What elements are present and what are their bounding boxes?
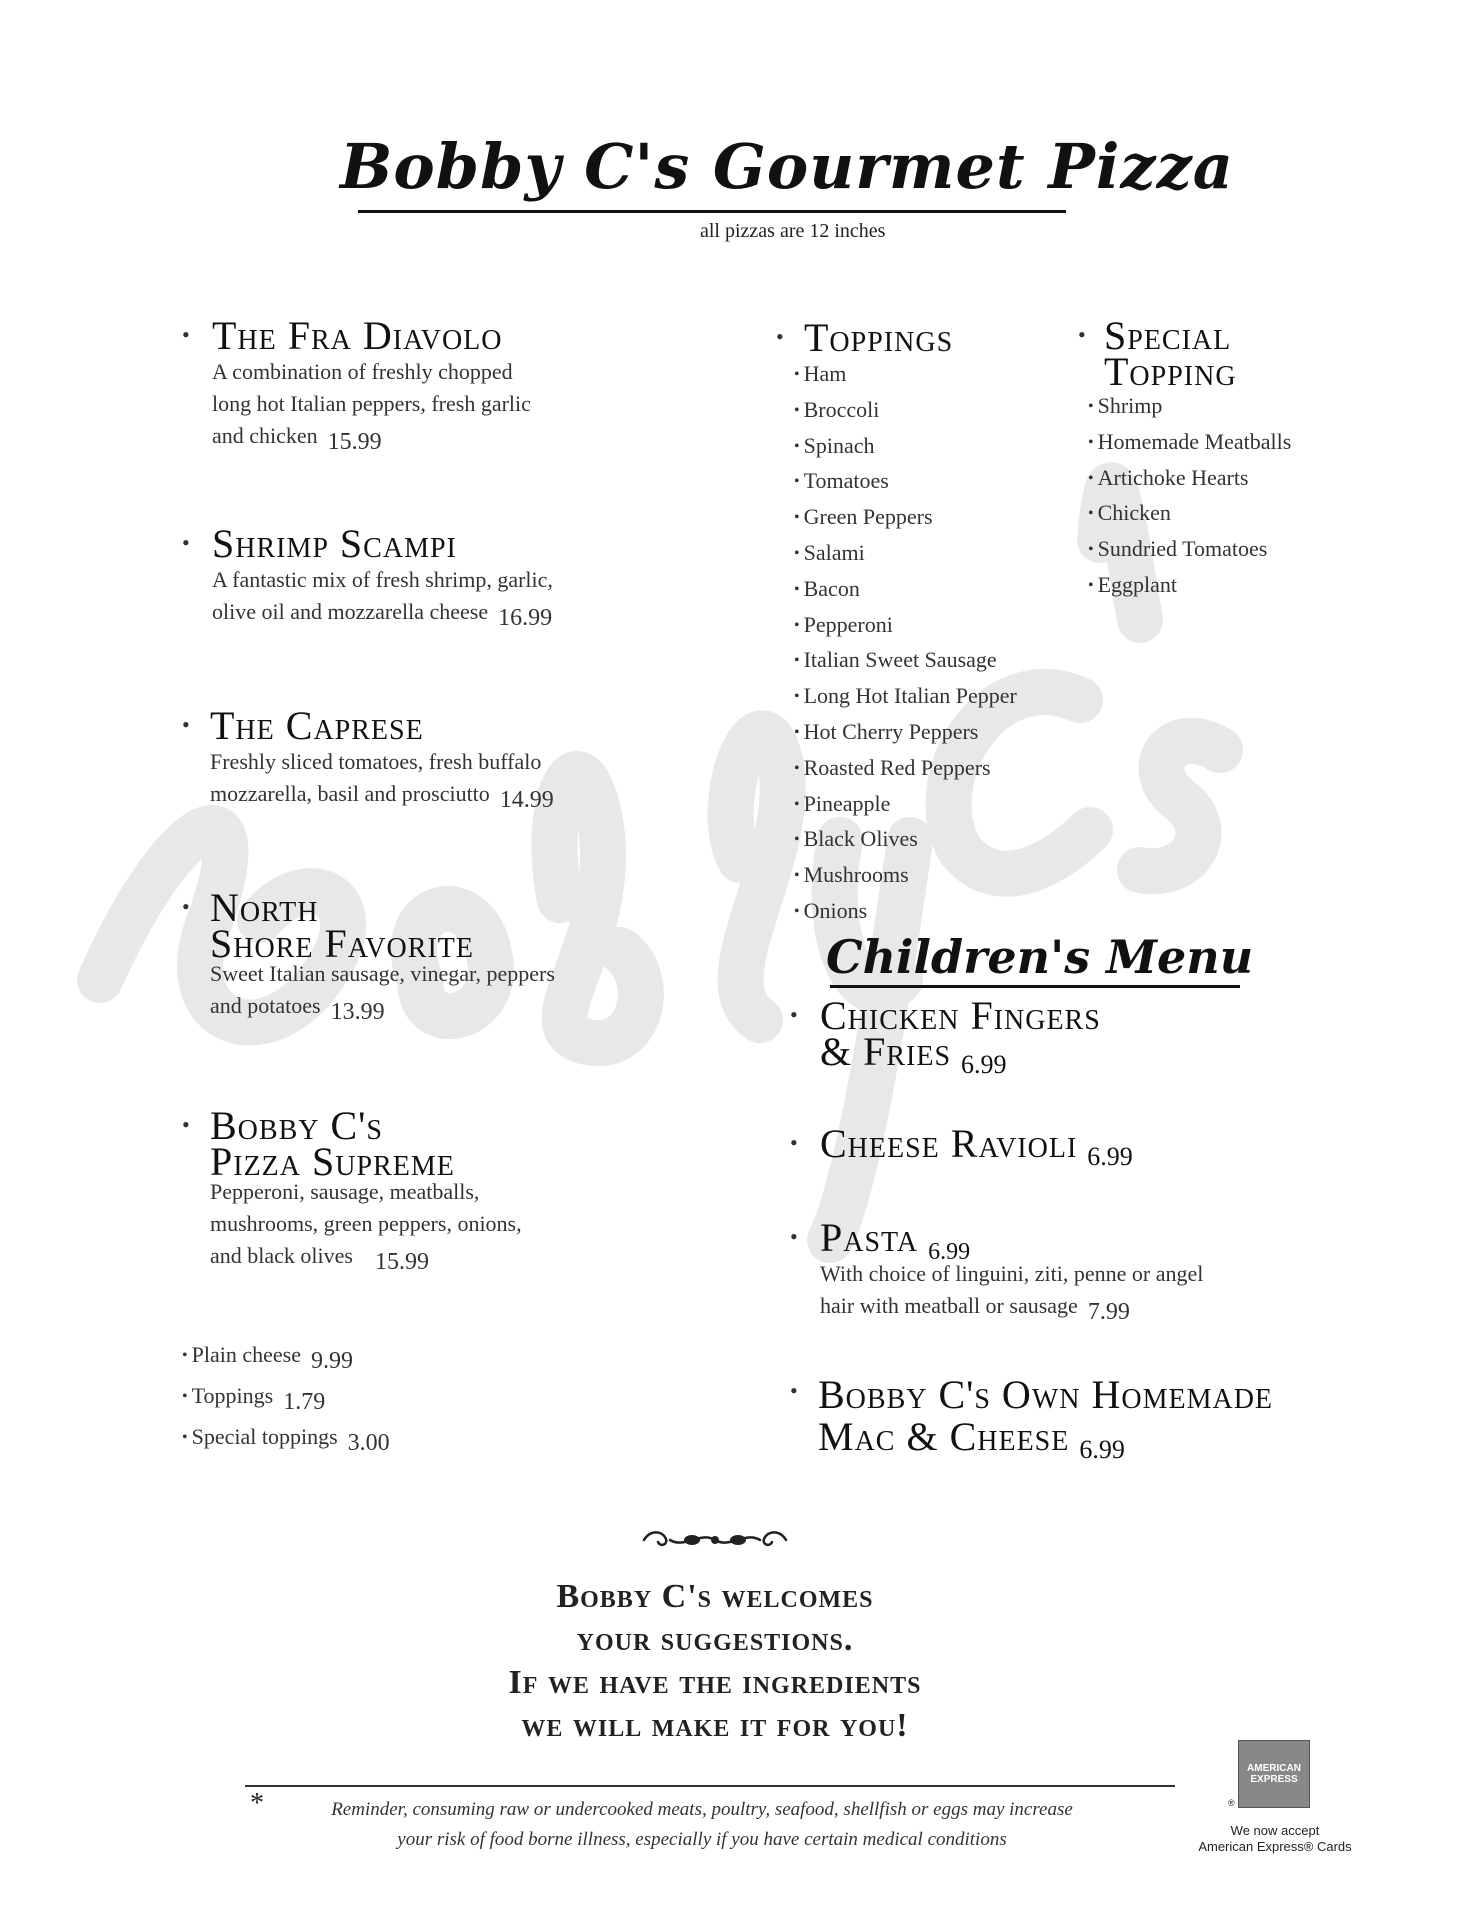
pizza-price: 14.99 [499,787,554,813]
scroll-ornament-icon [640,1525,790,1555]
amex-accept-note: We now accept American Express® Cards [1198,1823,1352,1854]
special-topping-heading: Special Topping [1104,313,1237,394]
list-item: • Italian Sweet Sausage [794,644,1017,680]
list-item: • Tomatoes [794,465,1017,501]
list-item: • Toppings 1.79 [182,1377,390,1418]
bullet-dot-icon: • [1078,322,1086,347]
bullet-dot-icon: • [182,712,190,737]
childrens-menu-title: Children's Menu [826,930,1254,984]
bullet-dot-icon: • [790,1002,798,1027]
pizza-name: Shrimp Scampi [212,521,457,566]
basic-price-list [182,1336,390,1459]
kids-item-price: 6.99 [1079,1435,1125,1464]
asterisk: * [250,1788,264,1819]
list-item: • Pineapple [794,788,1017,824]
special-topping-list [1088,390,1291,605]
list-item: • Roasted Red Peppers [794,752,1017,788]
list-item: • Salami [794,537,1017,573]
list-item: • Artichoke Hearts [1088,462,1291,498]
pizza-description: A combination of freshly chopped long hot Italian peppers, fresh garlic and chicken 15.99 [212,359,531,455]
list-item: • Spinach [794,430,1017,466]
kids-item-name: Chicken Fingers & Fries $_{6.99}$ [820,993,1101,1079]
kids-item-name: Cheese Ravioli $_{6.99}$ [820,1121,1133,1171]
list-item: • Plain cheese 9.99 [182,1336,390,1377]
pizza-price: 13.99 [330,999,385,1025]
pizza-name: Bobby C's Pizza Supreme [210,1103,455,1184]
pizza-description: A fantastic mix of fresh shrimp, garlic, olive oil and mozzarella cheese 16.99 [212,567,553,631]
page-title: Bobby C's Gourmet Pizza [340,130,1234,203]
pizza-name: The Fra Diavolo [212,313,503,358]
bullet-dot-icon: • [790,1130,798,1155]
list-item: • Black Olives [794,823,1017,859]
list-item: • Ham [794,358,1017,394]
bullet-dot-icon: • [790,1378,798,1403]
toppings-list [794,358,1017,931]
registered-mark: ® [1228,1798,1235,1808]
list-item: • Bacon [794,573,1017,609]
kids-item-price: 6.99 [1087,1142,1133,1171]
american-express-logo: AMERICAN EXPRESS [1238,1740,1310,1808]
list-item: • Sundried Tomatoes [1088,533,1291,569]
kids-item-description: With choice of linguini, ziti, penne or angel hair with meatball or sausage 7.99 [820,1261,1204,1325]
footer-divider [245,1785,1175,1787]
pizza-price: 15.99 [327,429,382,455]
list-item: • Long Hot Italian Pepper [794,680,1017,716]
kids-item-name: Bobby C's Own Homemade Mac & Cheese $_{6.99}$ [818,1372,1274,1464]
page-subtitle: all pizzas are 12 inches [700,220,886,242]
list-item: • Shrimp [1088,390,1291,426]
list-item: • Mushrooms [794,859,1017,895]
kids-item-price: 6.99 [961,1050,1007,1079]
list-item: • Chicken [1088,497,1291,533]
list-item: • Onions [794,895,1017,931]
childrens-menu-underline [830,985,1240,988]
pizza-description: Sweet Italian sausage, vinegar, peppers and potatoes 13.99 [210,961,555,1025]
kids-item-price: 7.99 [1087,1299,1130,1325]
pizza-description: Freshly sliced tomatoes, fresh buffalo mozzarella, basil and prosciutto 14.99 [210,749,554,813]
pizza-price: 16.99 [498,605,553,631]
list-item: • Broccoli [794,394,1017,430]
bullet-dot-icon: • [182,1112,190,1137]
list-item: • Hot Cherry Peppers [794,716,1017,752]
bullet-dot-icon: • [182,322,190,347]
bullet-dot-icon: • [182,894,190,919]
pizza-description: Pepperoni, sausage, meatballs, mushrooms, green peppers, onions, and black olives 15.99 [210,1179,522,1275]
kids-item-name: Pasta $_{6.99}$ [820,1215,971,1265]
bullet-dot-icon: • [182,530,190,555]
pizza-name: The Caprese [210,703,424,748]
list-item: • Special toppings 3.00 [182,1418,390,1459]
bullet-dot-icon: • [790,1224,798,1249]
list-item: • Pepperoni [794,609,1017,645]
bullet-dot-icon: • [776,324,784,349]
kids-item-price: 6.99 [928,1239,971,1265]
welcome-message: Bobby C's welcomes your suggestions. If we have the ingredients we will make it for you! [508,1578,922,1744]
list-item: • Green Peppers [794,501,1017,537]
pizza-name: North Shore Favorite [210,885,474,966]
list-item: • Homemade Meatballs [1088,426,1291,462]
list-item: • Eggplant [1088,569,1291,605]
title-underline [358,210,1066,213]
food-safety-reminder: Reminder, consuming raw or undercooked meats, poultry, seafood, shellfish or eggs may increase your risk of food borne illness, especially if you have certain medical conditions [331,1799,1073,1850]
toppings-heading: Toppings [804,315,954,360]
pizza-price: 15.99 [374,1249,429,1275]
